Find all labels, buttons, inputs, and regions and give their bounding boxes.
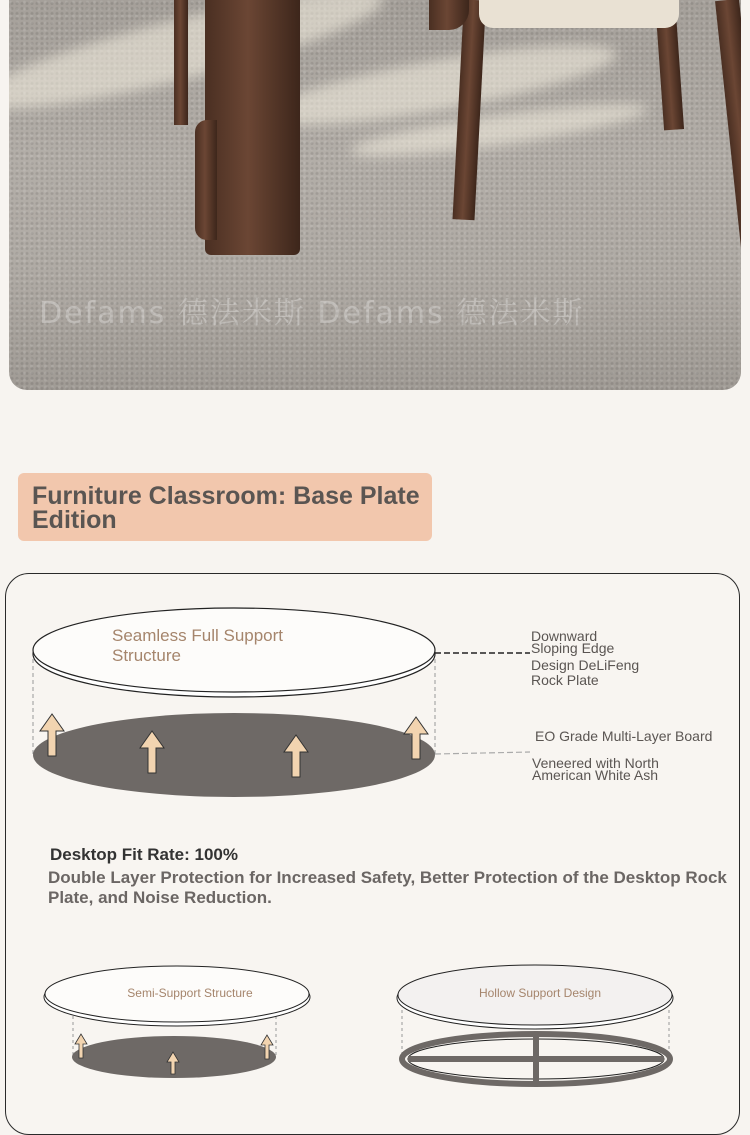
callout-design: Design DeLiFeng	[531, 657, 640, 673]
section-title: Furniture Classroom: Base Plate Edition	[32, 482, 420, 534]
protection-description: Double Layer Protection for Increased Safety, Better Protection of the Desktop Rock Plate, and Noise Reduction.	[48, 868, 727, 907]
callout-sloping-edge: Sloping Edge	[531, 640, 615, 656]
callout-downward: Downward	[531, 628, 598, 644]
callout-rock-plate: Rock Plate	[531, 672, 599, 688]
seamless-support-label: Seamless Full Support Structure	[112, 626, 284, 665]
callout-american-ash: American White Ash	[532, 767, 659, 783]
base-plate	[33, 713, 435, 797]
callout-eo-grade: EO Grade Multi-Layer Board	[535, 728, 713, 744]
watermark: Defams 德法米斯 Defams 德法米斯	[39, 296, 585, 331]
hollow-support-label: Hollow Support Design	[478, 986, 602, 1000]
semi-support-label: Semi-Support Structure	[127, 986, 253, 1000]
callout-veneered: Veneered with North	[532, 755, 659, 771]
desktop-fit-rate: Desktop Fit Rate: 100%	[50, 845, 238, 864]
